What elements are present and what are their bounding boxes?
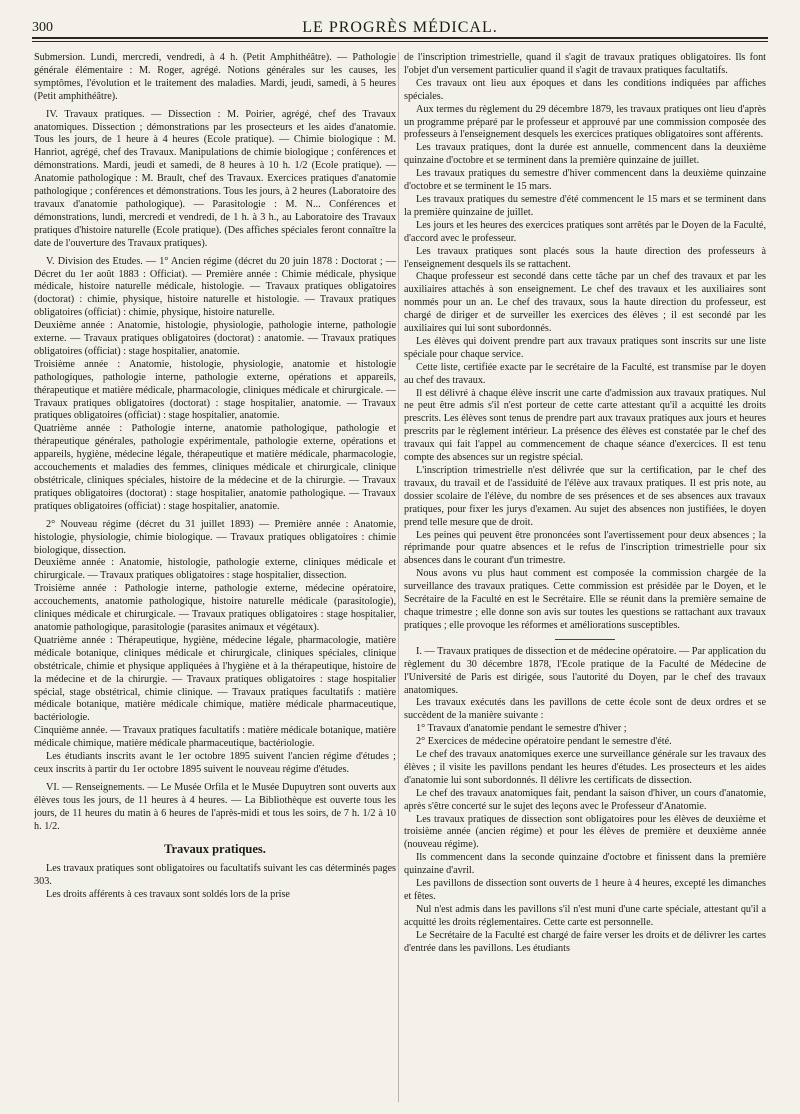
right-column <box>404 52 766 1107</box>
paragraph: Cette liste, certifiée exacte par le secrétaire de la Faculté, est transmise par le doyen au chef des travaux. <box>404 361 766 386</box>
column-separator <box>398 52 399 1102</box>
journal-title: LE PROGRÈS MÉDICAL. <box>302 19 498 36</box>
paragraph: de l'inscription trimestrielle, quand il s'agit de travaux pratiques obligatoires. Ils font l'objet d'un versement particulier quand il s'agit de travaux pratiques facultatifs. <box>404 52 766 76</box>
paragraph: Les droits afférents à ces travaux sont soldés lors de la prise <box>46 889 290 901</box>
paragraph: Cinquième année. — Travaux pratiques facultatifs : matière médicale botanique, matière médicale chimique, matière médicale pharmaceutique, bactériologie. <box>34 725 396 750</box>
paragraph: Il est délivré à chaque élève inscrit une carte d'admission aux travaux pratiques. Nul ne peut être admis s'il n'est porteur de cette carte attestant qu'il a acquitté les droits prescrits. Les élèves sont tenus de prendre part aux travaux pratiques aux jours et heures prescrits par le règlement intérieur. La présence des élèves est constatée par le chef des travaux qui fait l'appel au commencement de chaque séance d'exercices. Il est tenu compte des absences sur un registre spécial. <box>404 387 766 464</box>
page-number: 300 <box>32 20 53 35</box>
paragraph: Aux termes du règlement du 29 décembre 1879, les travaux pratiques ont lieu d'après un programme préparé par le professeur et approuvé par une commission composée des professeurs à l'enseignement desquels les exercices pratiques obligatoires sont afférents. <box>404 103 766 141</box>
paragraph: Les travaux exécutés dans les pavillons de cette école sont de deux ordres et se succèdent de la manière suivante : <box>404 697 766 722</box>
paragraph: Les étudiants inscrits avant le 1er octobre 1895 suivent l'ancien régime d'études ; ceux inscrits à partir du 1er octobre 1895 suivent le nouveau régime d'études. <box>34 751 396 775</box>
paragraph: Les travaux pratiques du semestre d'hiver commencent dans la deuxième quinzaine d'octobre et se terminent le 15 mars. <box>404 168 766 193</box>
paragraph: Deuxième année : Anatomie, histologie, pathologie externe, cliniques médicale et chirurgicale. — Travaux pratiques obligatoires : stage hospitalier, dissection. <box>34 557 396 582</box>
header-rule-thin <box>32 41 768 42</box>
paragraph: Les travaux pratiques sont placés sous la haute direction des professeurs à l'enseignement desquels ils se rattachent. <box>404 245 766 270</box>
paragraph: Les travaux pratiques du semestre d'été commencent le 15 mars et se terminent dans la première quinzaine de juillet. <box>404 193 766 218</box>
left-column <box>34 52 396 1102</box>
paragraph: Quatrième année : Thérapeutique, hygiène, médecine légale, pharmacologie, matière médicale botanique, cliniques médicale et chirurgicale, cliniques spéciales, clinique obstétricale, chimie et physique appliquées à l'hygiène et à la thérapeutique, histoire de la médecine et de la chirurgie. — Travaux pratiques obligatoires : stage hospitalier spécial, stage obstétrical, chimie clinique. — Travaux pratiques facultatifs : matière médicale botanique, matière médicale chimique, matière médicale pharmaceutique, bactériologie. <box>34 634 396 724</box>
paragraph: Le Secrétaire de la Faculté est chargé de faire verser les droits et de délivrer les cartes d'entrée dans les pavillons. Les étudiants <box>404 929 766 954</box>
paragraph: Le chef des travaux anatomiques exerce une surveillance générale sur les travaux des élèves ; il visite les pavillons pendant les heures d'études. Les prosecteurs et les aides d'anatomie lui sont subordonnés. Il délivre les certificats de dissection. <box>404 749 766 786</box>
paragraph: Les travaux pratiques de dissection sont obligatoires pour les élèves de deuxième et troisième année (ancien régime) et pour les élèves de première et deuxième année (nouveau régime). <box>404 813 766 851</box>
paragraph: Les peines qui peuvent être prononcées sont l'avertissement pour deux absences ; la réprimande pour quatre absences et le refus de l'inscription trimestrielle pour six absences dans le courant d'un trimestre. <box>404 529 766 567</box>
paragraph: Nous avons vu plus haut comment est composée la commission chargée de la surveillance des travaux pratiques. Cette commission est présidée par le Doyen, et le Secrétaire de la Faculté en est le Secrétaire. Elle se réunit dans la première semaine de chaque trimestre ; elle donne son avis sur toutes les questions se rattachant aux travaux pratiques ; elle provoque les réformes et améliorations susceptibles. <box>404 568 766 631</box>
paragraph: Chaque professeur est secondé dans cette tâche par un chef des travaux et par les auxiliaires attachés à son enseignement. Le chef des travaux et les auxiliaires sont nommés pour un an. Le chef des travaux, sous la haute direction du professeur, est chargé de diriger et de surveiller les exercices des élèves ; il est secondé par les auxiliaires qui lui sont subordonnés. <box>404 271 766 335</box>
paragraph: I. — Travaux pratiques de dissection et de médecine opératoire. — Par application du règlement du 30 décembre 1878, l'Ecole pratique de la Faculté de Médecine de l'Université de Paris est dirigée, sous l'autorité du Doyen, par le chef des travaux anatomiques. <box>404 645 766 696</box>
paragraph: Submersion. Lundi, mercredi, vendredi, à 4 h. (Petit Amphithéâtre). — Pathologie générale élémentaire : M. Roger, agrégé. Notions générales sur les causes, les symptômes, l'évolution et le traitement des maladies. Mardi, jeudi, samedi, à 5 heures (Petit amphithéâtre). <box>34 52 396 102</box>
paragraph: Les pavillons de dissection sont ouverts de 1 heure à 4 heures, excepté les dimanches et fêtes. <box>404 878 766 902</box>
paragraph: 2° Exercices de médecine opératoire pendant le semestre d'été. <box>416 736 672 748</box>
section-heading: Travaux pratiques. <box>164 842 266 857</box>
paragraph: Les élèves qui doivent prendre part aux travaux pratiques sont inscrits sur une liste spéciale pour chaque service. <box>404 335 766 360</box>
paragraph: Troisième année : Pathologie interne, pathologie externe, médecine opératoire, accouchements, anatomie pathologique, histoire naturelle médicale (parasitologie), cliniques médicale et chirurgicale. — Travaux pratiques obligatoires : stage hospitalier, anatomie pathologique, parasitologie (parasites animaux et végétaux). <box>34 583 396 633</box>
paragraph: Ils commencent dans la seconde quinzaine d'octobre et finissent dans la première quinzaine d'avril. <box>404 852 766 877</box>
paragraph: Les travaux pratiques sont obligatoires ou facultatifs suivant les cas déterminés pages 303. <box>34 863 396 888</box>
paragraph: Ces travaux ont lieu aux époques et dans les conditions indiquées par affiches spéciales. <box>404 77 766 102</box>
paragraph: Troisième année : Anatomie, histologie, physiologie, anatomie et histologie pathologiques, pathologie interne, pathologie externe, opérations et appareils, thérapeutique et matière médicale, pharmacologie, cliniques médicale et chirurgicale. — Travaux pratiques obligatoires (doctorat) : stage hospitalier, anatomie. — Travaux pratiques obligatoires (officiat) : stage hospitalier, anatomie. <box>34 358 396 422</box>
section-divider <box>555 639 615 640</box>
paragraph: IV. Travaux pratiques. — Dissection : M. Poirier, agrégé, chef des Travaux anatomiques. Dissection ; démonstrations par les prosecteurs et les aides d'anatomie. Tous les jours, de 1 heure à 4 heures (Ecole pratique). — Chimie biologique : M. Hanriot, agrégé, chef des Travaux. Manipulations de chimie biologique ; conférences et démonstrations. Mardi, jeudi et samedi, de 8 heures à 10 h. 1/2 (Ecole pratique). — Anatomie pathologique : M. Brault, chef des Travaux. Exercices pratiques d'anatomie pathologique ; conférences et démonstrations. Tous les jours, à 2 heures (Laboratoire des travaux d'anatomie pathologique). — Parasitologie : M. N... Conférences et démonstrations, lundi, mercredi et vendredi, de 1 h. à 3 h., au Laboratoire des Travaux pratiques d'histoire naturelle (Ecole pratique). (Des affiches spéciales feront connaître la date de l'ouverture des Travaux pratiques). <box>34 108 396 249</box>
paragraph: Le chef des travaux anatomiques fait, pendant la saison d'hiver, un cours d'anatomie, après s'être concerté sur le sujet des leçons avec le Professeur d'Anatomie. <box>404 787 766 812</box>
paragraph: L'inscription trimestrielle n'est délivrée que sur la certification, par le chef des travaux, du travail et de l'assiduité de l'élève aux travaux pratiques. Il est pris note, au dossier scolaire de l'élève, du nombre de ses présences et de ses absences aux travaux pratiques, pour fixer les jurys d'examen. Au sujet des absences non justifiées, le doyen prend telle mesure que de droit. <box>404 465 766 528</box>
paragraph: Quatrième année : Pathologie interne, anatomie pathologique, pathologie et thérapeutique générales, pathologie expérimentale, pathologie externe, opérations et appareils, hygiène, médecine légale, thérapeutique et matière médicale, pharmacologie, accouchements et maladies des femmes, cliniques médicale et chirurgicale, clinique obstétricale, cliniques spéciales, histoire de la médecine et de la chirurgie. — Travaux pratiques obligatoires (doctorat) : stage hospitalier, anatomie pathologique. — Travaux pratiques obligatoires (officiat) : stage hospitalier, anatomie. <box>34 423 396 512</box>
paragraph: 1° Travaux d'anatomie pendant le semestre d'hiver ; <box>416 723 627 735</box>
paragraph: Nul n'est admis dans les pavillons s'il n'est muni d'une carte spéciale, attestant qu'il a acquitté les droits réglementaires. Cette carte est personnelle. <box>404 903 766 928</box>
paragraph: 2° Nouveau régime (décret du 31 juillet 1893) — Première année : Anatomie, histologie, physiologie, chimie biologique. — Travaux pratiques obligatoires : chimie biologique, dissection. <box>34 518 396 556</box>
header-rule <box>32 37 768 39</box>
paragraph: Deuxième année : Anatomie, histologie, physiologie, pathologie interne, pathologie externe. — Travaux pratiques obligatoires (doctorat) : anatomie. — Travaux pratiques obligatoires (officiat) : stage hospitalier, anatomie. <box>34 320 396 357</box>
paragraph: Les travaux pratiques, dont la durée est annuelle, commencent dans la deuxième quinzaine d'octobre et se terminent dans la première quinzaine de juillet. <box>404 142 766 167</box>
paragraph: VI. — Renseignements. — Le Musée Orfila et le Musée Dupuytren sont ouverts aux élèves tous les jours, de 11 heures à 4 heures. — La Bibliothèque est ouverte tous les jours, de 11 heures du matin à 6 heures de l'après-midi et tous les soirs, de 7 h. 1/2 à 10 h. 1/2. <box>34 781 396 832</box>
paragraph: Les jours et les heures des exercices pratiques sont arrêtés par le Doyen de la Faculté, d'accord avec le professeur. <box>404 219 766 244</box>
paragraph: V. Division des Etudes. — 1° Ancien régime (décret du 20 juin 1878 : Doctorat ; — Décret du 1er août 1883 : Officiat). — Première année : Chimie médicale, physique médicale, histoire naturelle médicale, histologie. — Travaux pratiques obligatoires (doctorat) : chimie, physique, histoire naturelle et histologie. — Travaux pratiques obligatoires (officiat) : chimie, physique, histoire naturelle. <box>34 255 396 319</box>
